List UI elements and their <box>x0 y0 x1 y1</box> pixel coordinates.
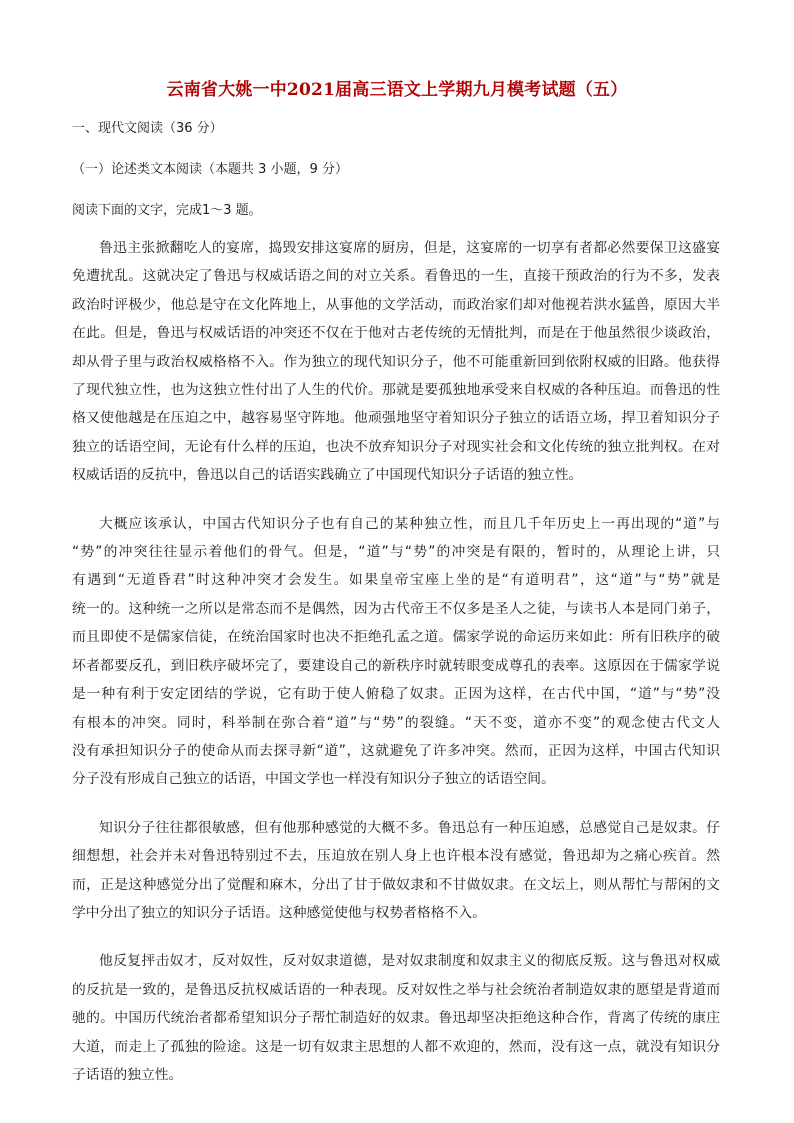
paragraph-line: 大道，而走上了孤独的险途。这是一切有奴隶主思想的人都不欢迎的，然而，没有这一点，就没有知识分 <box>72 1038 720 1055</box>
paragraph-line: 子话语的独立性。 <box>72 1066 183 1083</box>
paragraph-line: 他反复抨击奴才，反对奴性，反对奴隶道德，是对奴隶制度和奴隶主义的彻底反叛。这与鲁迅对权威 <box>99 953 720 970</box>
paragraph-line: 免遭扰乱。这就决定了鲁迅与权威话语之间的对立关系。看鲁迅的一生，直接干预政治的行为不多，发表 <box>72 268 720 285</box>
subsection-heading: （一）论述类文本阅读（本题共 3 小题，9 分） <box>72 162 348 177</box>
page-title: 云南省大姚一中2021届高三语文上学期九月模考试题（五） <box>166 80 628 100</box>
paragraph-line: 权威话语的反抗中，鲁迅以自己的话语实践确立了中国现代知识分子话语的独立性。 <box>72 467 583 484</box>
paragraph-line: 大概应该承认，中国古代知识分子也有自己的某种独立性，而且几千年历史上一再出现的“道”与 <box>99 515 720 532</box>
paragraph <box>72 814 720 928</box>
paragraph-line: 格又使他越是在压迫之中，越容易坚守阵地。他顽强地坚守着知识分子独立的话语立场，捍卫着知识分子 <box>72 410 720 427</box>
paragraph-line: “势”的冲突往往显示着他们的骨气。但是，“道”与“势”的冲突是有限的，暂时的，从理论上讲，只 <box>72 544 720 561</box>
paragraph-line: 有遇到“无道昏君”时这种冲突才会发生。如果皇帝宝座上坐的是“有道明君”，这“道”与“势”就是 <box>72 572 720 589</box>
paragraph <box>72 947 720 1089</box>
section-heading: 一、现代文阅读（36 分） <box>72 121 223 136</box>
paragraph-line: 统一的。这种统一之所以是常态而不是偶然，因为古代帝王不仅多是圣人之徒，与读书人本是同门弟子， <box>72 600 720 617</box>
paragraph-line: 的反抗是一致的，是鲁迅反抗权威话语的一种表现。反对奴性之举与社会统治者制造奴隶的愿望是背道而 <box>72 981 720 998</box>
paragraph-line: 没有承担知识分子的使命从而去探寻新“道”，这就避免了许多冲突。然而，正因为这样，中国古代知识 <box>72 742 720 759</box>
paragraph-line: 坏者都要反孔，到旧秩序破坏完了，要建设自己的新秩序时就转眼变成尊孔的表率。这原因在于儒家学说 <box>72 657 720 674</box>
paragraph-line: 分子没有形成自己独立的话语，中国文学也一样没有知识分子独立的话语空间。 <box>72 771 555 788</box>
paragraph-line: 了现代独立性，也为这独立性付出了人生的代价。那就是要孤独地承受来自权威的各种压迫。而鲁迅的性 <box>72 382 720 399</box>
paragraph-line: 而且即使不是儒家信徒，在统治国家时也决不拒绝孔孟之道。儒家学说的命运历来如此：所有旧秩序的破 <box>72 629 720 646</box>
paragraph-line: 有根本的冲突。同时，科举制在弥合着“道”与“势”的裂缝。“天不变，道亦不变”的观念使古代文人 <box>72 714 720 731</box>
reading-instruction: 阅读下面的文字，完成1～3 题。 <box>72 203 262 218</box>
paragraph-line: 而，正是这种感觉分出了觉醒和麻木，分出了甘于做奴隶和不甘做奴隶。在文坛上，则从帮忙与帮闲的文 <box>72 876 720 893</box>
paragraph <box>72 510 720 794</box>
paragraph <box>72 234 720 490</box>
paragraph-line: 学中分出了独立的知识分子话语。这种感觉使他与权势者格格不入。 <box>72 904 486 921</box>
paragraph-line: 驰的。中国历代统治者都希望知识分子帮忙制造好的奴隶。鲁迅却坚决拒绝这种合作，背离了传统的康庄 <box>72 1010 720 1027</box>
paragraph-line: 政治时评极少，他总是守在文化阵地上，从事他的文学活动，而政治家们却对他视若洪水猛兽，原因大半 <box>72 296 720 313</box>
paragraph-line: 是一种有利于安定团结的学说，它有助于使人俯稳了奴隶。正因为这样，在古代中国，“道”与“势”没 <box>72 686 720 703</box>
paragraph-line: 独立的话语空间，无论有什么样的压迫，也决不放弃知识分子对现实社会和文化传统的独立批判权。在对 <box>72 438 720 455</box>
paragraph-line: 鲁迅主张掀翻吃人的宴席，捣毁安排这宴席的厨房，但是，这宴席的一切享有者都必然要保卫这盛宴 <box>99 240 720 256</box>
paragraph-line: 在此。但是，鲁迅与权威话语的冲突还不仅在于他对古老传统的无情批判，而是在于他虽然很少谈政治， <box>72 325 720 342</box>
paragraph-line: 细想想，社会并未对鲁迅特别过不去，压迫放在别人身上也许根本没有感觉，鲁迅却为之痛心疾首。然 <box>72 848 720 865</box>
paragraph-line: 却从骨子里与政治权威格格不入。作为独立的现代知识分子，他不可能重新回到依附权威的旧路。他获得 <box>72 353 720 370</box>
article-body <box>72 234 720 1109</box>
paragraph-line: 知识分子往往都很敏感，但有他那种感觉的大概不多。鲁迅总有一种压迫感，总感觉自己是奴隶。仔 <box>99 819 720 836</box>
